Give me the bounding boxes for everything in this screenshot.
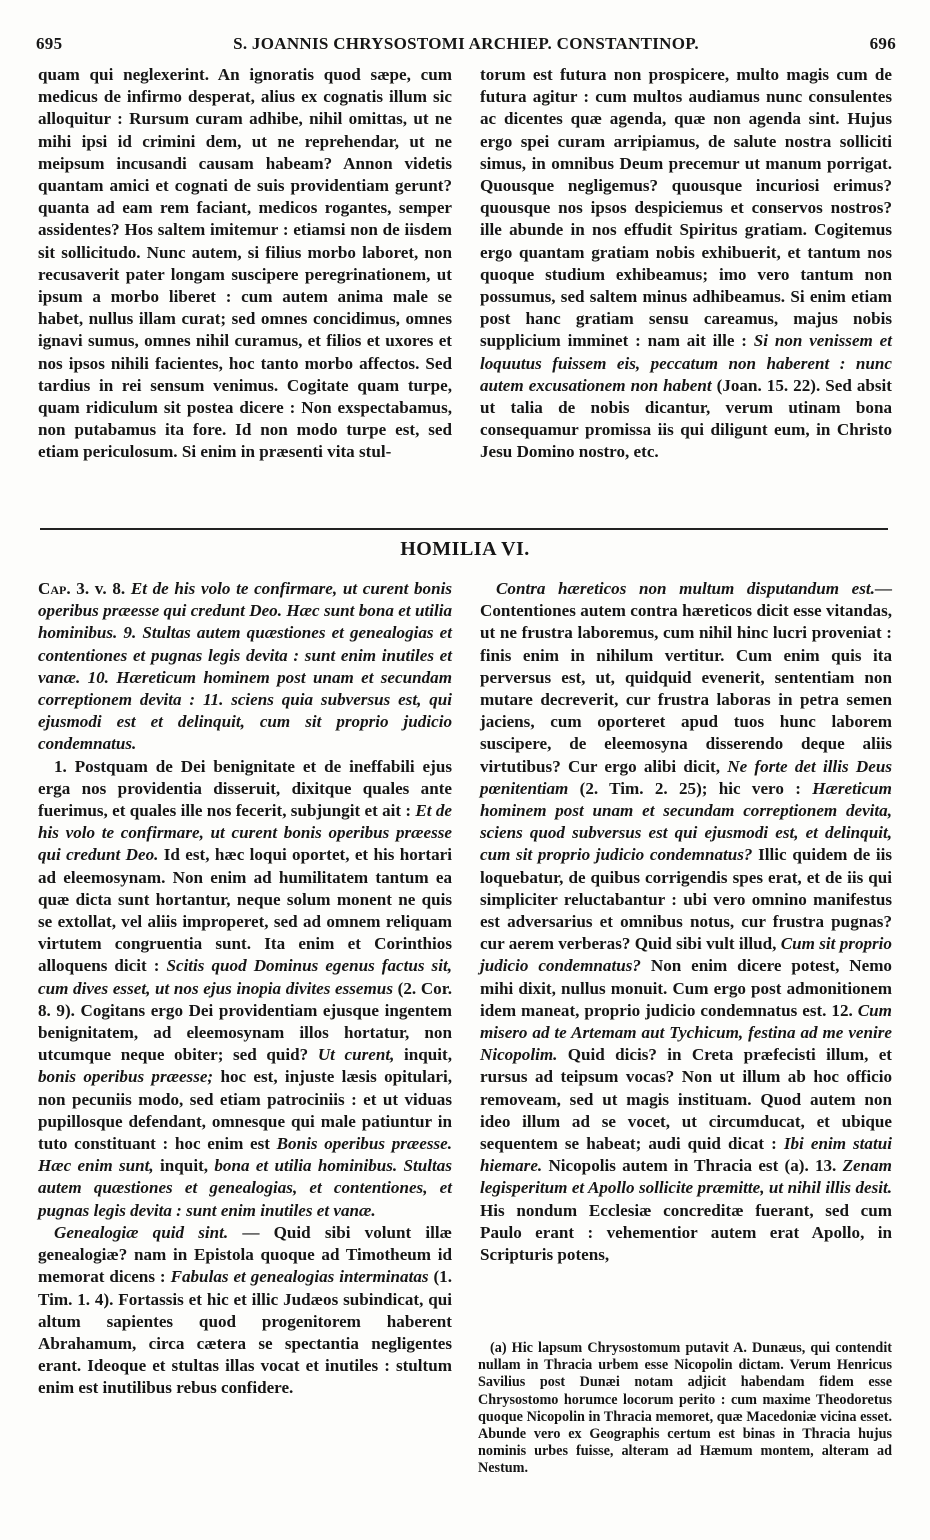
- homily-right-column: [480, 578, 892, 1266]
- top-right-column: [480, 64, 892, 464]
- homily-left-column: [38, 578, 452, 1400]
- chapter-text: Cap. 3. v. 8. Et de his volo te confirmare, ut curent bonis operibus præesse qui credunt Deo. Hæc sunt bona et utilia hominibus. 9. Stultas autem quæstiones et genealogias et contentiones et pugnas legis devita : sunt enim inutiles et vanæ. 10. Hæreticum hominem post unam et secundam correptionem devita : 11. sciens quia subversus est, qui ejusmodi est et delinquit, cum sit proprio judicio condemnatus.: [38, 579, 452, 754]
- paragraph: 1. Postquam de Dei benignitate et de ineffabili ejus erga nos providentia disseruit, dixitque quales ante fuerimus, et quales ille nos fecerit, subjungit et ait : Et de his volo te confirmare, ut curent bonis operibus præesse qui credunt Deo. Id est, hæc loqui oportet, et his hortari ad eleemosynam. Non enim ad humilitatem tantum ea quæ dicta sunt hortantur, neque solum monent ne quis se extollat, vel aliis improperet, sed ad omnem reliquam virtutem congruentia sunt. Ita enim et Corinthios alloquens dicit : Scitis quod Dominus egenus factus sit, cum dives esset, ut nos ejus inopia divites essemus (2. Cor. 8. 9). Cogitans ergo Dei providentiam ejusque ingentem benignitatem, ad eleemosynam illos hortatur, non utcumque neque obiter; sed quid? Ut curent, inquit, bonis operibus præesse; hoc est, injuste læsis opitulari, non pecuniis modo, sed etiam patrociniis : et ut viduas pupillosque defendant, omnesque qui male patiuntur in tuto constituant : hoc enim est Bonis operibus præesse. Hæc enim sunt, inquit, bona et utilia hominibus. Stultas autem quæstiones et genealogias, et contentiones, et pugnas legis devita : sunt enim inutiles et vanæ.: [38, 756, 453, 1220]
- running-header: [36, 34, 896, 60]
- paragraph: Contra hæreticos non multum disputandum est.—Contentiones autem contra hæreticos dicit esse vitandas, ut ne frustra laboremus, cum nihil hinc lucri proveniat : finis enim in nihilum vertitur. Cum enim quis ita perversus est, ut, quidquid evenerit, sententiam non mutare decreverit, cur frustra laboras in petra semen jaciens, cum oporteret apud tuos hunc laborem suscipere, de eleemosyna disserendo deque aliis virtutibus? Cur ergo alibi dicit, Ne forte det illis Deus pœnitentiam (2. Tim. 2. 25); hic vero : Hæreticum hominem post unam et secundam correptionem devita, sciens quod subversus est qui ejusmodi est, et delinquit, cum sit proprio judicio condemnatus? Illic quidem de iis loquebatur, de quibus corrigendis spes erat, et de iis qui simpliciter reluctabantur : ubi vero omnino manifestus est adversarius et omnibus notus, cur frustra pugnas? cur aerem verberas? Quid sibi vult illud, Cum sit proprio judicio condemnatus? Non enim dicere potest, Nemo mihi dixit, nullus monuit. Cum ergo post admonitionem idem maneat, proprio judicio condemnatus est. 12. Cum misero ad te Artemam aut Tychicum, festina ad me venire Nicopolim. Quid dicis? in Creta præfecisti illum, et rursus ad teipsum vocas? Non ut illum ab hoc officio removeam, sed ut magis instituam. Quod autem non ideo illum ad se vocet, ut circumducat, et ubique sequentem se habeat; audi quid dicat : Ibi enim statui hiemare. Nicopolis autem in Thracia est (a). 13. Zenam legisperitum et Apollo sollicite præmitte, ut nihil illis desit. His nondum Ecclesiæ concreditæ fuerant, sed cum Paulo erant : vehementior autem erat Apollo, in Scripturis potens,: [480, 579, 892, 1265]
- paragraph: torum est futura non prospicere, multo magis cum de futura agitur : cum multos audiamus nunc consulentes ac dicentes quæ agenda, quæ non agenda sint. Hujus ergo spei curam arripiamus, de salute nostra solliciti simus, in omnibus Deum precemur ut manum porrigat. Quousque negligemus? quousque incuriosi erimus? quousque nos ipsos despiciemus et conservos nostros? ille abunde in nos effudit Spiritus gratiam. Cogitemus ergo quantam gratiam nobis exhibuerit, et tantum nos quoque studium exhibeamus; imo vero tantum non possumus, sed saltem minus adhibeamus. Si enim etiam post hanc gratiam sensu careamus, majus nobis supplicium imminet : nam ait ille : Si non venissem et loquutus fuissem eis, peccatum non haberent : nunc autem excusationem non habent (Joan. 15. 22). Sed absit ut talia de nobis dicantur, verum utinam bona consequamur promissa iis qui diligunt eum, in Christo Jesu Domino nostro, etc.: [480, 65, 892, 462]
- homily-title: HOMILIA VI.: [400, 538, 530, 560]
- paragraph: Genealogiæ quid sint. — Quid sibi volunt illæ genealogiæ? nam in Epistola quoque ad Timotheum id memorat dicens : Fabulas et genealogias interminatas (1. Tim. 1. 4). Fortassis et hic et illic Judæos subindicat, qui altum sapientes quod progenitorem haberent Abrahamum, circa cætera se spectantia negligentes erant. Ideoque et stultas illas vocat et inutiles : stultum enim est inutilibus rebus confidere.: [38, 1222, 453, 1398]
- page-number-right: 696: [869, 34, 896, 53]
- page-number-left: 695: [36, 34, 63, 53]
- running-title: S. JOANNIS CHRYSOSTOMI ARCHIEP. CONSTANTINOP.: [233, 34, 699, 53]
- footnote: (a) Hic lapsum Chrysostomum putavit A. Dunæus, qui contendit nullam in Thracia urbem esse Nicopolin dictam. Verum Henricus Savilius post Dunæi notam adjicit habendam fidem esse Chrysostomo horumce locorum perito : cum maxime Theodoretus quoque Nicopolin in Thracia memoret, quæ Macedoniæ vicina esset. Abunde vero ex Geographis certum est binas in Thracia hujus nominis urbes fuisse, alteram ad Hæmum montem, alteram ad Nestum.: [478, 1340, 892, 1477]
- top-left-column: [38, 64, 452, 464]
- paragraph: quam qui neglexerint. An ignoratis quod sæpe, cum medicus de infirmo desperat, alius ex cognatis illum sic alloquitur : Rursum curam adhibe, nihil omittas, ut ne mihi ipsi id crimini dem, ut ne reprehendar, ut ne meipsum incusandi causam habeam? Annon videtis quantam amici et cognati de suis providentiam gerunt? quanta ad eam rem faciant, medicos rogantes, semper assidentes? Hos saltem imitemur : etiamsi non de iisdem sit sollicitudo. Nunc autem, si filius morbo laboret, non recusaverit pater longam suscipere peregrinationem, ut ipsum a morbo liberet : cum autem anima male se habet, nullus illam curat; sed omnes concidimus, omnes ignavi sumus, omnes nihil curamus, et filios et uxores et nos ipsos nihili facientes, hoc tanto morbo affectos. Sed tardius in rei sensum venimus. Cogitate quam turpe, quam ridiculum sit postea dicere : Non exspectabamus, non putabamus ita fore. Id non modo turpe est, sed etiam periculosum. Si enim in præsenti vita stul-: [38, 65, 452, 462]
- section-divider: [40, 528, 888, 530]
